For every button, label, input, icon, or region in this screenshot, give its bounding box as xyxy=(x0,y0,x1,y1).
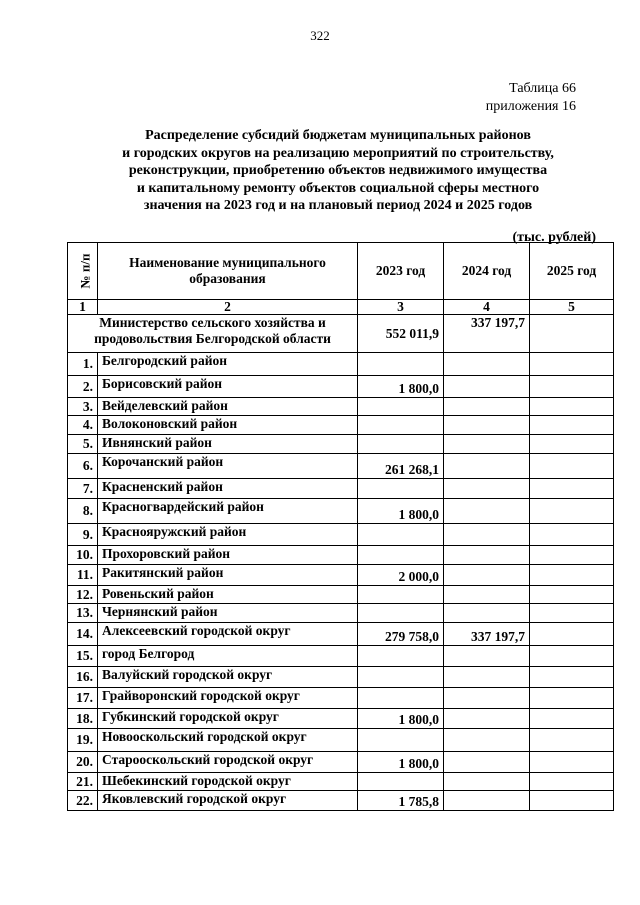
table-row xyxy=(68,667,614,688)
row-2024 xyxy=(444,773,530,791)
table-reference xyxy=(486,80,576,116)
header-row xyxy=(68,243,614,300)
column-index: 1 xyxy=(68,300,98,315)
table-row xyxy=(68,499,614,524)
row-2024 xyxy=(444,791,530,811)
row-2024: 337 197,7 xyxy=(444,623,530,646)
row-2023 xyxy=(358,646,444,667)
row-2024 xyxy=(444,688,530,709)
row-number: 5. xyxy=(68,435,98,454)
header-2024: 2024 год xyxy=(444,243,530,300)
row-number: 16. xyxy=(68,667,98,688)
table-body xyxy=(68,243,614,811)
column-index: 4 xyxy=(444,300,530,315)
row-name: Алексеевский городской округ xyxy=(98,623,358,646)
row-name: Красногвардейский район xyxy=(98,499,358,524)
row-2023 xyxy=(358,353,444,376)
table-row xyxy=(68,791,614,811)
ministry-2025 xyxy=(530,315,614,353)
row-2023 xyxy=(358,773,444,791)
row-2025 xyxy=(530,791,614,811)
row-name: Валуйский городской округ xyxy=(98,667,358,688)
row-2025 xyxy=(530,376,614,398)
row-name: Шебекинский городской округ xyxy=(98,773,358,791)
row-number: 10. xyxy=(68,546,98,565)
table-ref-line2: приложения 16 xyxy=(485,99,576,114)
row-name: Корочанский район xyxy=(98,454,358,479)
row-2024 xyxy=(444,546,530,565)
row-number: 8. xyxy=(68,499,98,524)
table-row xyxy=(68,729,614,752)
row-number: 11. xyxy=(68,565,98,586)
row-name: Новооскольский городской округ xyxy=(98,729,358,752)
title-line: и городских округов на реализацию мероприятий по строительству, xyxy=(122,145,554,161)
table-row xyxy=(68,752,614,773)
units-label: (тыс. рублей) xyxy=(512,230,596,245)
row-number: 3. xyxy=(68,398,98,416)
table-row xyxy=(68,565,614,586)
table-ref-line1: Таблица 66 xyxy=(509,81,576,96)
row-number: 6. xyxy=(68,454,98,479)
table-row xyxy=(68,376,614,398)
row-2024 xyxy=(444,398,530,416)
row-2025 xyxy=(530,646,614,667)
row-2024 xyxy=(444,353,530,376)
row-number: 9. xyxy=(68,524,98,546)
row-2025 xyxy=(530,586,614,604)
row-number: 14. xyxy=(68,623,98,646)
row-2025 xyxy=(530,353,614,376)
row-number: 15. xyxy=(68,646,98,667)
table-row xyxy=(68,773,614,791)
table-row xyxy=(68,398,614,416)
row-name: Грайворонский городской округ xyxy=(98,688,358,709)
row-2025 xyxy=(530,499,614,524)
row-2023 xyxy=(358,729,444,752)
row-2025 xyxy=(530,667,614,688)
row-number: 20. xyxy=(68,752,98,773)
document-title xyxy=(68,127,608,215)
row-2024 xyxy=(444,454,530,479)
row-2023: 1 800,0 xyxy=(358,752,444,773)
table-row xyxy=(68,688,614,709)
row-2024 xyxy=(444,565,530,586)
row-number: 7. xyxy=(68,479,98,499)
row-name: Борисовский район xyxy=(98,376,358,398)
row-2023: 1 800,0 xyxy=(358,709,444,729)
row-number: 4. xyxy=(68,416,98,435)
title-line: реконструкции, приобретению объектов недвижимого имущества xyxy=(128,163,548,179)
row-2024 xyxy=(444,376,530,398)
table-row xyxy=(68,646,614,667)
column-index: 2 xyxy=(98,300,358,315)
row-number: 18. xyxy=(68,709,98,729)
row-2024 xyxy=(444,416,530,435)
row-2024 xyxy=(444,479,530,499)
ministry-row xyxy=(68,315,614,353)
row-2025 xyxy=(530,773,614,791)
ministry-name: Министерство сельского хозяйства и продовольствия Белгородской области xyxy=(68,315,358,353)
row-2024 xyxy=(444,752,530,773)
row-name: Белгородский район xyxy=(98,353,358,376)
row-name: Губкинский городской округ xyxy=(98,709,358,729)
row-number: 1. xyxy=(68,353,98,376)
row-name: Краснояружский район xyxy=(98,524,358,546)
row-2023 xyxy=(358,435,444,454)
table-row xyxy=(68,546,614,565)
row-2023 xyxy=(358,479,444,499)
row-2025 xyxy=(530,435,614,454)
row-2025 xyxy=(530,546,614,565)
row-2023 xyxy=(358,667,444,688)
row-2025 xyxy=(530,479,614,499)
row-2025 xyxy=(530,752,614,773)
row-name: Волоконовский район xyxy=(98,416,358,435)
table-row xyxy=(68,353,614,376)
row-2023 xyxy=(358,416,444,435)
row-name: Ивнянский район xyxy=(98,435,358,454)
title-line: Распределение субсидий бюджетам муниципальных районов xyxy=(145,128,531,143)
table-row xyxy=(68,435,614,454)
title-line: и капитальному ремонту объектов социальной сферы местного xyxy=(136,180,540,196)
column-index-row xyxy=(68,300,614,315)
row-2023: 1 800,0 xyxy=(358,376,444,398)
row-2024 xyxy=(444,604,530,623)
table-row xyxy=(68,623,614,646)
row-2025 xyxy=(530,398,614,416)
table-row xyxy=(68,604,614,623)
row-2024 xyxy=(444,524,530,546)
title-line: значения на 2023 год и на плановый период 2024 и 2025 годов xyxy=(143,198,533,214)
table-row xyxy=(68,709,614,729)
row-2024 xyxy=(444,586,530,604)
row-number: 21. xyxy=(68,773,98,791)
table-row xyxy=(68,416,614,435)
row-2023: 2 000,0 xyxy=(358,565,444,586)
row-2023: 1 800,0 xyxy=(358,499,444,524)
row-2024 xyxy=(444,709,530,729)
row-2025 xyxy=(530,454,614,479)
row-name: Старооскольский городской округ xyxy=(98,752,358,773)
row-2025 xyxy=(530,565,614,586)
header-name: Наименование муниципального образования xyxy=(98,243,358,300)
row-name: Чернянский район xyxy=(98,604,358,623)
row-name: город Белгород xyxy=(98,646,358,667)
row-2024 xyxy=(444,646,530,667)
row-2025 xyxy=(530,604,614,623)
row-2024 xyxy=(444,435,530,454)
table-row xyxy=(68,524,614,546)
column-index: 3 xyxy=(358,300,444,315)
table-row xyxy=(68,454,614,479)
row-name: Вейделевский район xyxy=(98,398,358,416)
row-2023 xyxy=(358,546,444,565)
row-2024 xyxy=(444,729,530,752)
row-name: Красненский район xyxy=(98,479,358,499)
row-name: Прохоровский район xyxy=(98,546,358,565)
row-number: 12. xyxy=(68,586,98,604)
row-2023 xyxy=(358,688,444,709)
row-2023: 1 785,8 xyxy=(358,791,444,811)
row-2023 xyxy=(358,586,444,604)
row-2024 xyxy=(444,667,530,688)
row-number: 2. xyxy=(68,376,98,398)
row-name: Ракитянский район xyxy=(98,565,358,586)
row-2023: 279 758,0 xyxy=(358,623,444,646)
page-number: 322 xyxy=(310,28,330,43)
row-2025 xyxy=(530,623,614,646)
ministry-2024: 337 197,7 xyxy=(444,315,530,353)
header-2023: 2023 год xyxy=(358,243,444,300)
table-row xyxy=(68,479,614,499)
table-row xyxy=(68,586,614,604)
row-number: 22. xyxy=(68,791,98,811)
row-2025 xyxy=(530,688,614,709)
header-2025: 2025 год xyxy=(530,243,614,300)
row-2024 xyxy=(444,499,530,524)
column-index: 5 xyxy=(530,300,614,315)
subsidy-table xyxy=(67,242,614,811)
ministry-2023: 552 011,9 xyxy=(358,315,444,353)
header-number-label: № п/п xyxy=(77,253,93,289)
row-2023 xyxy=(358,524,444,546)
row-2023 xyxy=(358,398,444,416)
row-name: Яковлевский городской округ xyxy=(98,791,358,811)
row-2025 xyxy=(530,729,614,752)
row-name: Ровеньский район xyxy=(98,586,358,604)
header-number xyxy=(68,243,98,300)
row-2025 xyxy=(530,416,614,435)
row-2023 xyxy=(358,604,444,623)
row-2025 xyxy=(530,709,614,729)
row-number: 17. xyxy=(68,688,98,709)
row-2023: 261 268,1 xyxy=(358,454,444,479)
row-number: 13. xyxy=(68,604,98,623)
row-2025 xyxy=(530,524,614,546)
row-number: 19. xyxy=(68,729,98,752)
